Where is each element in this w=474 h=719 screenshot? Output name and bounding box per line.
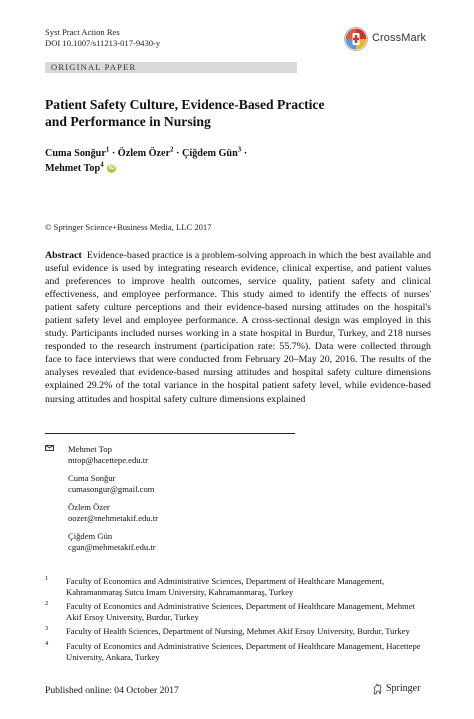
abstract [45,249,431,406]
journal-header [45,27,160,49]
author-affiliation-ref[interactable]: 2 [170,146,174,154]
author-name[interactable]: Özlem Özer [117,148,171,159]
doi[interactable]: DOI 10.1007/s11213-017-9430-y [45,38,161,48]
author-separator: · [243,148,248,159]
author-name[interactable]: Çiğdem Gün [182,148,238,159]
affiliation-number: 2 [45,600,49,607]
crossmark-badge[interactable] [344,27,430,53]
abstract-label: Abstract [45,250,82,261]
copyright-notice: © Springer Science+Business Media, LLC 2017 [45,222,212,232]
author-affiliation-ref[interactable]: 3 [237,146,242,154]
contact-name: Mehmet Top [68,444,112,454]
affiliation-text: Faculty of Economics and Administrative Sciences, Department of Healthcare Management, Hacettepe University, Ankara, Turkey [66,641,421,663]
author-line-1 [45,146,345,161]
author-line-2 [45,161,345,176]
affiliation-number: 1 [45,575,49,582]
affiliation-item [45,576,431,599]
contact-email[interactable]: cumasongur@gmail.com [68,484,155,495]
author-name[interactable]: Mehmet Top [45,163,101,174]
author-list [45,146,345,176]
contact-email[interactable]: mtop@hacettepe.edu.tr [68,455,148,466]
publisher-name: Springer [386,683,421,694]
author-name[interactable]: Cuma Sonğur [45,148,106,159]
author-separator: · [111,148,116,159]
contact-entry [68,531,268,553]
published-date: Published online: 04 October 2017 [45,685,179,696]
article-title-line-2: and Performance in Nursing [45,114,211,129]
footnote-divider [45,433,295,434]
author-affiliation-ref[interactable]: 4 [100,161,104,169]
author-separator: · [176,148,180,159]
affiliation-number: 4 [45,640,49,647]
contact-name: Çiğdem Gün [68,531,113,541]
author-affiliation-ref[interactable]: 1 [105,146,110,154]
crossmark-icon [344,27,368,51]
affiliation-item [45,601,431,624]
corresponding-author [68,444,268,466]
contact-name: Cuma Sonğur [68,473,116,483]
contact-name: Özlem Özer [68,502,110,512]
article-title-line-1: Patient Safety Culture, Evidence-Based Practice [45,97,325,112]
contact-entry [68,473,268,495]
abstract-text: Evidence-based practice is a problem-solving approach in which the best available and useful evidence is used by integrating research evidence, clinical expertise, and patient values and preferences to improve health outcomes, service quality, patient safety and clinical effectiveness, and employee performance. This study aimed to identify the effects of nurses' patient safety culture perceptions and their evidence-based nursing attitudes on the hospital's patient safety level and employee performance. A cross-sectional design was employed in this study. Participants included nurses working in a state hospital in Burdur, Turkey, and 218 nurses responded to the research instrument (participation rate: 55.7%). Data were collected through face to face interviews that were conducted from February 20–May 20, 2016. The results of the analyses revealed that evidence-based nursing attitudes and hospital safety culture dimensions explained 29.2% of the total variance in the hospital patient safety level, while evidence-based nursing attitudes and hospital safety culture dimensions explained [45,250,432,405]
article-title [45,96,375,130]
affiliation-text: Faculty of Health Sciences, Department of Nursing, Mehmet Akif Ersoy University, Burdur, Turkey [66,626,410,636]
orcid-icon[interactable]: iD [108,165,115,172]
affiliation-text: Faculty of Economics and Administrative Sciences, Department of Healthcare Management, Kahramanmaraş Sutcu Imam University, Kahramanmaraş, Turkey [66,576,385,598]
springer-horse-icon [372,683,384,695]
contact-email[interactable]: oozer@mehmetakif.edu.tr [68,513,158,524]
springer-logo [372,682,432,698]
affiliation-item [45,626,431,637]
contact-email[interactable]: cgun@mehmetakif.edu.tr [68,542,156,553]
section-label: ORIGINAL PAPER [51,62,137,72]
affiliation-number: 3 [45,625,49,632]
affiliation-item [45,641,431,664]
crossmark-label: CrossMark [372,32,427,44]
contact-entry [68,502,268,524]
envelope-icon [45,445,54,451]
affiliation-text: Faculty of Economics and Administrative Sciences, Department of Healthcare Management, Mehmet Akif Ersoy University, Burdur, Turkey [66,601,415,623]
journal-name: Syst Pract Action Res [45,27,120,37]
